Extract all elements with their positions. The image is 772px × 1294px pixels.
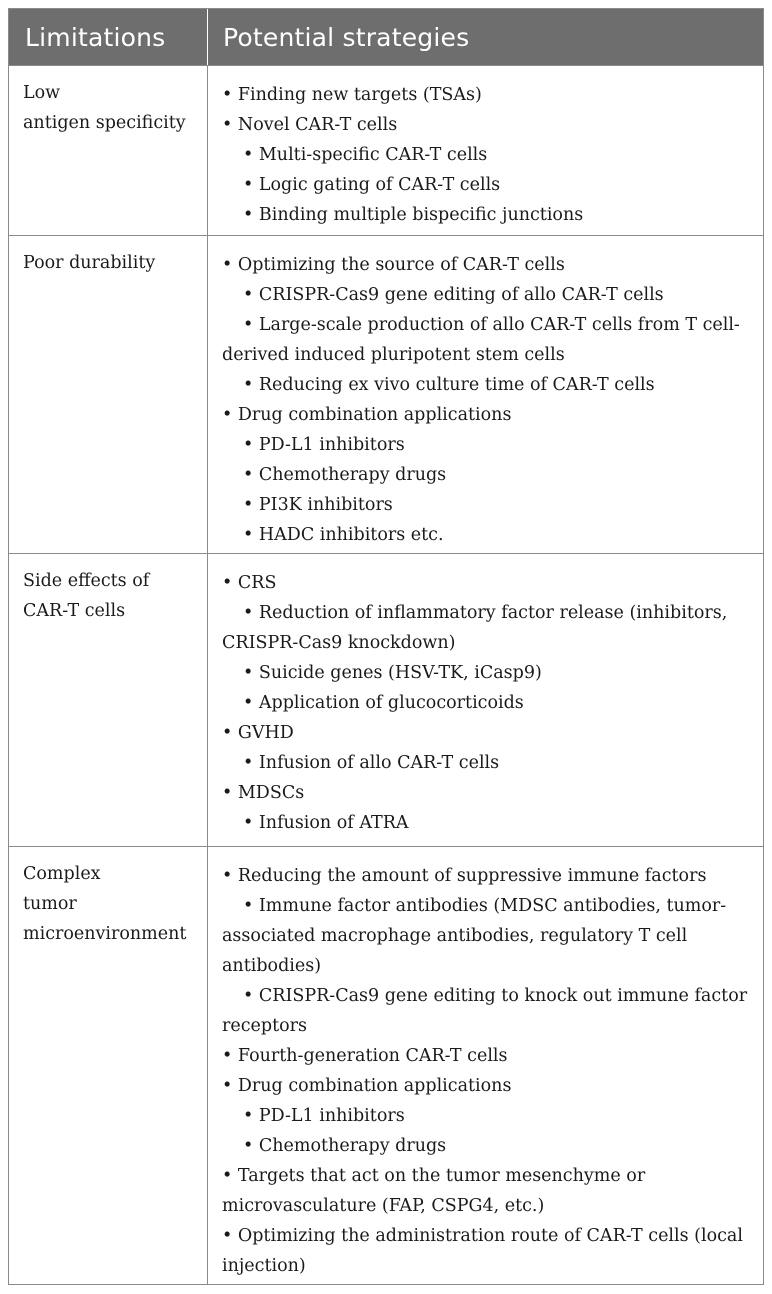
limitation-line: Low (23, 83, 61, 103)
strategy-item: • MDSCs (222, 783, 305, 803)
strategy-subitem: • Infusion of ATRA (243, 813, 409, 833)
table-row (9, 846, 763, 1284)
table-header (9, 9, 763, 65)
header-limitations: Limitations (9, 9, 208, 65)
strategy-subitem: • Multi-specific CAR-T cells (243, 145, 488, 165)
strategy-subitem: • Logic gating of CAR-T cells (243, 175, 501, 195)
limitation-cell (9, 847, 208, 1284)
strategy-subitem: • Binding multiple bispecific junctions (243, 205, 584, 225)
strategies-cell (208, 66, 763, 235)
limitation-line: CAR-T cells (23, 601, 126, 621)
strategy-item: • CRS (222, 573, 277, 593)
strategy-item: • Optimizing the administration route of CAR-T cells (local injection) (222, 1226, 743, 1276)
strategy-subitem: • Chemotherapy drugs (243, 465, 447, 485)
strategies-cell (208, 554, 763, 846)
limitation-line: tumor (23, 894, 77, 914)
strategy-subitem: • HADC inhibitors etc. (243, 525, 444, 545)
strategy-subitem: • Suicide genes (HSV-TK, iCasp9) (243, 663, 542, 683)
strategy-subitem: • CRISPR-Cas9 gene editing to knock out immune factor receptors (222, 986, 748, 1036)
strategy-subitem: • CRISPR-Cas9 gene editing of allo CAR-T cells (243, 285, 664, 305)
strategy-item: • Optimizing the source of CAR-T cells (222, 255, 565, 275)
limitation-line: Complex (23, 864, 101, 884)
strategy-item: • Fourth-generation CAR-T cells (222, 1046, 508, 1066)
header-potential-strategies: Potential strategies (223, 22, 470, 52)
limitation-line: microenvironment (23, 924, 187, 944)
strategy-item: • Finding new targets (TSAs) (222, 85, 482, 105)
limitation-cell (9, 236, 208, 553)
strategies-table (8, 8, 764, 1285)
strategy-item: • Drug combination applications (222, 405, 512, 425)
limitation-cell (9, 66, 208, 235)
strategy-item: • Reducing the amount of suppressive immune factors (222, 866, 707, 886)
strategy-subitem: • Reduction of inflammatory factor release (inhibitors, CRISPR-Cas9 knockdown) (222, 603, 728, 653)
strategy-item: • Targets that act on the tumor mesenchyme or microvasculature (FAP, CSPG4, etc.) (222, 1166, 646, 1216)
strategy-subitem: • PD-L1 inhibitors (243, 435, 405, 455)
strategy-subitem: • PI3K inhibitors (243, 495, 393, 515)
strategy-subitem: • Large-scale production of allo CAR-T cells from T cell-derived induced pluripotent stem cells (222, 315, 740, 365)
limitation-line: Side effects of (23, 571, 150, 591)
strategy-item: • Novel CAR-T cells (222, 115, 398, 135)
strategy-subitem: • Infusion of allo CAR-T cells (243, 753, 500, 773)
limitation-cell (9, 554, 208, 846)
strategy-subitem: • Chemotherapy drugs (243, 1136, 447, 1156)
strategy-subitem: • Immune factor antibodies (MDSC antibodies, tumor-associated macrophage antibodies, regulatory T cell antibodies) (222, 896, 727, 976)
table-row (9, 553, 763, 846)
strategy-subitem: • Reducing ex vivo culture time of CAR-T cells (243, 375, 655, 395)
limitation-line: antigen specificity (23, 113, 186, 133)
strategy-subitem: • PD-L1 inhibitors (243, 1106, 405, 1126)
limitation-line: Poor durability (23, 253, 156, 273)
strategy-item: • Drug combination applications (222, 1076, 512, 1096)
table-row (9, 235, 763, 553)
strategies-cell (208, 847, 763, 1284)
table-row (9, 65, 763, 235)
strategy-item: • GVHD (222, 723, 294, 743)
strategy-subitem: • Application of glucocorticoids (243, 693, 524, 713)
strategies-cell (208, 236, 763, 553)
